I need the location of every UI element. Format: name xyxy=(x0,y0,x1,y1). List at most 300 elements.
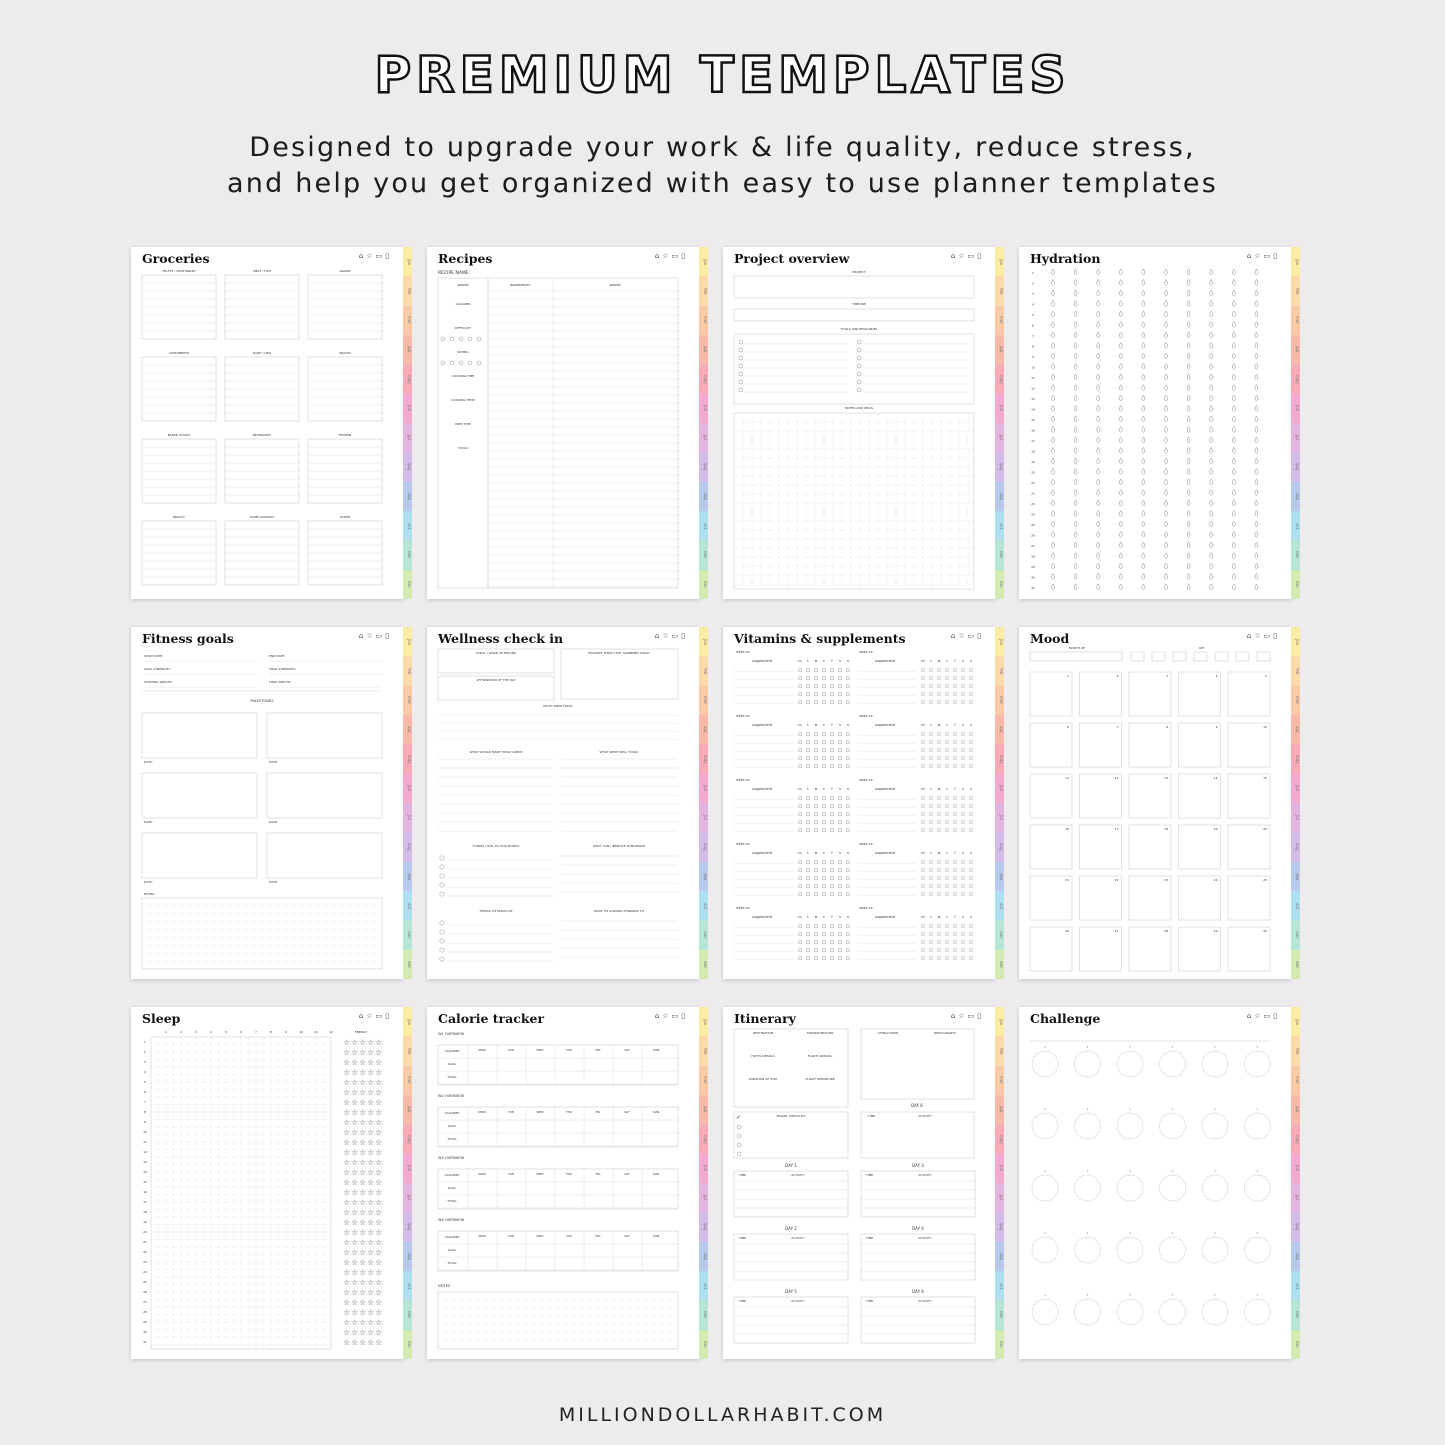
dose-circle[interactable] xyxy=(953,668,957,672)
checkbox-circle[interactable] xyxy=(739,380,743,384)
water-drop-icon[interactable] xyxy=(1074,301,1077,307)
star-rating-icon[interactable]: ☆ xyxy=(375,1108,383,1117)
dose-circle[interactable] xyxy=(929,796,933,800)
month-tab-sep[interactable]: sep xyxy=(699,1242,708,1271)
star-rating-icon[interactable]: ☆ xyxy=(375,1088,383,1097)
water-drop-icon[interactable] xyxy=(1119,500,1122,506)
water-drop-icon[interactable] xyxy=(1119,311,1122,317)
water-drop-icon[interactable] xyxy=(1255,479,1258,485)
dose-circle[interactable] xyxy=(961,860,965,864)
dose-circle[interactable] xyxy=(961,804,965,808)
month-tab-dec[interactable]: dec xyxy=(699,950,708,979)
month-tab-nov[interactable]: nov xyxy=(995,540,1004,569)
water-drop-icon[interactable] xyxy=(1255,395,1258,401)
star-rating-icon[interactable]: ☆ xyxy=(359,1038,367,1047)
water-drop-icon[interactable] xyxy=(1052,542,1055,548)
dose-circle[interactable] xyxy=(969,860,973,864)
water-drop-icon[interactable] xyxy=(1232,311,1235,317)
rating-circle[interactable] xyxy=(459,361,463,365)
month-tab-jun[interactable]: jun xyxy=(1291,1154,1300,1183)
dose-circle[interactable] xyxy=(806,796,810,800)
month-tab-mar[interactable]: mar xyxy=(699,306,708,335)
template-card-challenge[interactable] xyxy=(1019,1007,1300,1359)
month-tab-may[interactable]: may xyxy=(699,744,708,773)
water-drop-icon[interactable] xyxy=(1052,511,1055,517)
star-rating-icon[interactable]: ☆ xyxy=(343,1168,351,1177)
dose-circle[interactable] xyxy=(945,740,949,744)
dose-circle[interactable] xyxy=(806,676,810,680)
star-rating-icon[interactable]: ☆ xyxy=(351,1078,359,1087)
dose-circle[interactable] xyxy=(961,732,965,736)
month-tab-sep[interactable]: sep xyxy=(995,1242,1004,1271)
dose-circle[interactable] xyxy=(846,756,850,760)
star-rating-icon[interactable]: ☆ xyxy=(367,1298,375,1307)
calendar-icon[interactable]: ▭ xyxy=(671,252,679,260)
water-drop-icon[interactable] xyxy=(1142,448,1145,454)
challenge-day-circle[interactable] xyxy=(1032,1051,1058,1077)
star-rating-icon[interactable]: ☆ xyxy=(351,1058,359,1067)
star-rating-icon[interactable]: ☆ xyxy=(343,1248,351,1257)
water-drop-icon[interactable] xyxy=(1232,553,1235,559)
month-tab-sep[interactable]: sep xyxy=(403,482,412,511)
dose-circle[interactable] xyxy=(838,732,842,736)
star-rating-icon[interactable]: ☆ xyxy=(367,1158,375,1167)
dose-circle[interactable] xyxy=(806,924,810,928)
calendar-icon[interactable]: ▭ xyxy=(1263,252,1271,260)
dose-circle[interactable] xyxy=(798,796,802,800)
dose-circle[interactable] xyxy=(921,676,925,680)
star-rating-icon[interactable]: ☆ xyxy=(351,1158,359,1167)
dose-circle[interactable] xyxy=(929,868,933,872)
water-drop-icon[interactable] xyxy=(1074,406,1077,412)
dose-circle[interactable] xyxy=(830,804,834,808)
star-rating-icon[interactable]: ☆ xyxy=(367,1098,375,1107)
water-drop-icon[interactable] xyxy=(1165,500,1168,506)
month-tab-nov[interactable]: nov xyxy=(403,1300,412,1329)
water-drop-icon[interactable] xyxy=(1187,374,1190,380)
dose-circle[interactable] xyxy=(838,884,842,888)
star-rating-icon[interactable]: ☆ xyxy=(367,1188,375,1197)
water-drop-icon[interactable] xyxy=(1165,301,1168,307)
challenge-day-circle[interactable] xyxy=(1160,1175,1186,1201)
water-drop-icon[interactable] xyxy=(1074,311,1077,317)
month-tab-jul[interactable]: jul xyxy=(403,1183,412,1212)
month-tab-nov[interactable]: nov xyxy=(699,540,708,569)
challenge-day-circle[interactable] xyxy=(1160,1051,1186,1077)
dose-circle[interactable] xyxy=(945,956,949,960)
month-tab-may[interactable]: may xyxy=(1291,364,1300,393)
dose-circle[interactable] xyxy=(822,804,826,808)
water-drop-icon[interactable] xyxy=(1119,280,1122,286)
water-drop-icon[interactable] xyxy=(1187,563,1190,569)
dose-circle[interactable] xyxy=(806,700,810,704)
star-rating-icon[interactable]: ☆ xyxy=(343,1218,351,1227)
month-tab-aug[interactable]: aug xyxy=(699,832,708,861)
star-rating-icon[interactable]: ☆ xyxy=(359,1088,367,1097)
water-drop-icon[interactable] xyxy=(1187,269,1190,275)
dose-circle[interactable] xyxy=(814,828,818,832)
month-tab-mar[interactable]: mar xyxy=(995,686,1004,715)
water-drop-icon[interactable] xyxy=(1097,532,1100,538)
month-tab-nov[interactable]: nov xyxy=(1291,920,1300,949)
month-tab-nov[interactable]: nov xyxy=(403,920,412,949)
month-tab-apr[interactable]: apr xyxy=(699,335,708,364)
dose-circle[interactable] xyxy=(806,860,810,864)
star-rating-icon[interactable]: ☆ xyxy=(375,1118,383,1127)
star-rating-icon[interactable]: ☆ xyxy=(351,1118,359,1127)
checkbox-circle[interactable] xyxy=(739,356,743,360)
dose-circle[interactable] xyxy=(846,884,850,888)
dose-circle[interactable] xyxy=(838,876,842,880)
water-drop-icon[interactable] xyxy=(1232,542,1235,548)
water-drop-icon[interactable] xyxy=(1232,469,1235,475)
dose-circle[interactable] xyxy=(945,892,949,896)
dose-circle[interactable] xyxy=(969,700,973,704)
month-tab-jun[interactable]: jun xyxy=(699,774,708,803)
water-drop-icon[interactable] xyxy=(1119,469,1122,475)
water-drop-icon[interactable] xyxy=(1052,584,1055,590)
month-tab-sep[interactable]: sep xyxy=(995,482,1004,511)
dose-circle[interactable] xyxy=(969,812,973,816)
challenge-day-circle[interactable] xyxy=(1117,1051,1143,1077)
dose-circle[interactable] xyxy=(846,748,850,752)
water-drop-icon[interactable] xyxy=(1187,448,1190,454)
month-tab-may[interactable]: may xyxy=(995,364,1004,393)
dose-circle[interactable] xyxy=(945,692,949,696)
dose-circle[interactable] xyxy=(830,812,834,816)
dose-circle[interactable] xyxy=(806,820,810,824)
checkbox-circle[interactable] xyxy=(440,892,444,896)
water-drop-icon[interactable] xyxy=(1052,290,1055,296)
star-rating-icon[interactable]: ☆ xyxy=(367,1208,375,1217)
dose-circle[interactable] xyxy=(822,868,826,872)
star-rating-icon[interactable]: ☆ xyxy=(367,1168,375,1177)
star-rating-icon[interactable]: ☆ xyxy=(351,1188,359,1197)
dose-circle[interactable] xyxy=(921,884,925,888)
water-drop-icon[interactable] xyxy=(1255,437,1258,443)
water-drop-icon[interactable] xyxy=(1052,416,1055,422)
star-rating-icon[interactable]: ☆ xyxy=(359,1228,367,1237)
star-rating-icon[interactable]: ☆ xyxy=(351,1108,359,1117)
water-drop-icon[interactable] xyxy=(1232,458,1235,464)
water-drop-icon[interactable] xyxy=(1187,311,1190,317)
month-tab-jun[interactable]: jun xyxy=(699,394,708,423)
month-tab-aug[interactable]: aug xyxy=(995,832,1004,861)
dose-circle[interactable] xyxy=(838,740,842,744)
water-drop-icon[interactable] xyxy=(1255,553,1258,559)
month-tab-jul[interactable]: jul xyxy=(995,423,1004,452)
dose-circle[interactable] xyxy=(937,932,941,936)
month-tab-may[interactable]: may xyxy=(1291,1124,1300,1153)
water-drop-icon[interactable] xyxy=(1210,479,1213,485)
dose-circle[interactable] xyxy=(929,948,933,952)
star-rating-icon[interactable]: ☆ xyxy=(343,1228,351,1237)
dose-circle[interactable] xyxy=(846,692,850,696)
dose-circle[interactable] xyxy=(929,812,933,816)
checkbox-circle[interactable] xyxy=(440,957,444,961)
dose-circle[interactable] xyxy=(961,756,965,760)
calendar-icon[interactable]: ▭ xyxy=(671,632,679,640)
dose-circle[interactable] xyxy=(921,924,925,928)
challenge-day-circle[interactable] xyxy=(1202,1175,1228,1201)
water-drop-icon[interactable] xyxy=(1232,563,1235,569)
water-drop-icon[interactable] xyxy=(1232,374,1235,380)
water-drop-icon[interactable] xyxy=(1187,458,1190,464)
water-drop-icon[interactable] xyxy=(1119,343,1122,349)
month-tab-dec[interactable]: dec xyxy=(403,570,412,599)
star-rating-icon[interactable]: ☆ xyxy=(359,1188,367,1197)
month-tab-mar[interactable]: mar xyxy=(699,1066,708,1095)
water-drop-icon[interactable] xyxy=(1187,416,1190,422)
dose-circle[interactable] xyxy=(830,948,834,952)
dose-circle[interactable] xyxy=(806,804,810,808)
dose-circle[interactable] xyxy=(929,676,933,680)
water-drop-icon[interactable] xyxy=(1232,427,1235,433)
water-drop-icon[interactable] xyxy=(1165,364,1168,370)
template-card-recipes[interactable] xyxy=(427,247,708,599)
water-drop-icon[interactable] xyxy=(1232,416,1235,422)
star-rating-icon[interactable]: ☆ xyxy=(367,1088,375,1097)
dose-circle[interactable] xyxy=(969,892,973,896)
water-drop-icon[interactable] xyxy=(1210,406,1213,412)
dose-circle[interactable] xyxy=(937,700,941,704)
water-drop-icon[interactable] xyxy=(1074,458,1077,464)
month-tab-feb[interactable]: feb xyxy=(1291,656,1300,685)
water-drop-icon[interactable] xyxy=(1255,500,1258,506)
dose-circle[interactable] xyxy=(846,876,850,880)
water-drop-icon[interactable] xyxy=(1074,364,1077,370)
water-drop-icon[interactable] xyxy=(1187,395,1190,401)
water-drop-icon[interactable] xyxy=(1052,322,1055,328)
water-drop-icon[interactable] xyxy=(1232,532,1235,538)
month-tab-oct[interactable]: oct xyxy=(699,511,708,540)
month-tab-nov[interactable]: nov xyxy=(403,540,412,569)
dose-circle[interactable] xyxy=(937,868,941,872)
checkbox-circle[interactable] xyxy=(857,372,861,376)
water-drop-icon[interactable] xyxy=(1052,311,1055,317)
month-tab-jan[interactable]: jan xyxy=(403,1007,412,1036)
dose-circle[interactable] xyxy=(806,940,810,944)
star-rating-icon[interactable]: ☆ xyxy=(375,1268,383,1277)
month-tab-dec[interactable]: dec xyxy=(403,1330,412,1359)
dose-circle[interactable] xyxy=(953,732,957,736)
checkbox-circle[interactable] xyxy=(440,921,444,925)
water-drop-icon[interactable] xyxy=(1165,542,1168,548)
water-drop-icon[interactable] xyxy=(1074,343,1077,349)
water-drop-icon[interactable] xyxy=(1187,490,1190,496)
star-rating-icon[interactable]: ☆ xyxy=(375,1048,383,1057)
water-drop-icon[interactable] xyxy=(1187,469,1190,475)
dose-circle[interactable] xyxy=(806,668,810,672)
dose-circle[interactable] xyxy=(937,956,941,960)
home-icon[interactable]: ⌂ xyxy=(950,252,956,260)
water-drop-icon[interactable] xyxy=(1255,521,1258,527)
star-rating-icon[interactable]: ☆ xyxy=(375,1208,383,1217)
water-drop-icon[interactable] xyxy=(1210,343,1213,349)
water-drop-icon[interactable] xyxy=(1119,269,1122,275)
dose-circle[interactable] xyxy=(806,828,810,832)
star-icon[interactable]: ☆ xyxy=(662,252,669,260)
dose-circle[interactable] xyxy=(822,700,826,704)
month-tab-may[interactable]: may xyxy=(995,744,1004,773)
month-tab-jan[interactable]: jan xyxy=(403,247,412,276)
month-tab-jul[interactable]: jul xyxy=(699,803,708,832)
dose-circle[interactable] xyxy=(921,876,925,880)
water-drop-icon[interactable] xyxy=(1142,406,1145,412)
star-rating-icon[interactable]: ☆ xyxy=(359,1308,367,1317)
dose-circle[interactable] xyxy=(937,804,941,808)
water-drop-icon[interactable] xyxy=(1232,448,1235,454)
dose-circle[interactable] xyxy=(961,868,965,872)
month-tab-mar[interactable]: mar xyxy=(995,1066,1004,1095)
checkbox-circle[interactable] xyxy=(737,1134,741,1138)
dose-circle[interactable] xyxy=(945,948,949,952)
month-tab-jun[interactable]: jun xyxy=(403,1154,412,1183)
dose-circle[interactable] xyxy=(830,828,834,832)
star-rating-icon[interactable]: ☆ xyxy=(343,1128,351,1137)
water-drop-icon[interactable] xyxy=(1119,511,1122,517)
month-tab-nov[interactable]: nov xyxy=(699,1300,708,1329)
water-drop-icon[interactable] xyxy=(1119,395,1122,401)
dose-circle[interactable] xyxy=(822,676,826,680)
month-tab-jun[interactable]: jun xyxy=(403,774,412,803)
month-tab-feb[interactable]: feb xyxy=(1291,276,1300,305)
dose-circle[interactable] xyxy=(953,884,957,888)
dose-circle[interactable] xyxy=(798,692,802,696)
challenge-day-circle[interactable] xyxy=(1117,1299,1143,1325)
month-tab-dec[interactable]: dec xyxy=(1291,1330,1300,1359)
water-drop-icon[interactable] xyxy=(1119,427,1122,433)
dose-circle[interactable] xyxy=(921,764,925,768)
dose-circle[interactable] xyxy=(838,748,842,752)
dose-circle[interactable] xyxy=(846,740,850,744)
month-tab-feb[interactable]: feb xyxy=(1291,1036,1300,1065)
star-rating-icon[interactable]: ☆ xyxy=(375,1188,383,1197)
dose-circle[interactable] xyxy=(937,820,941,824)
dose-circle[interactable] xyxy=(953,812,957,816)
month-tab-may[interactable]: may xyxy=(403,744,412,773)
water-drop-icon[interactable] xyxy=(1119,542,1122,548)
dose-circle[interactable] xyxy=(830,796,834,800)
water-drop-icon[interactable] xyxy=(1119,490,1122,496)
calendar-icon[interactable]: ▭ xyxy=(1263,632,1271,640)
star-rating-icon[interactable]: ☆ xyxy=(359,1208,367,1217)
dose-circle[interactable] xyxy=(822,932,826,936)
water-drop-icon[interactable] xyxy=(1187,406,1190,412)
dose-circle[interactable] xyxy=(806,764,810,768)
month-tab-jul[interactable]: jul xyxy=(1291,803,1300,832)
water-drop-icon[interactable] xyxy=(1165,490,1168,496)
water-drop-icon[interactable] xyxy=(1232,584,1235,590)
dose-circle[interactable] xyxy=(937,892,941,896)
bookmark-icon[interactable]: ▯ xyxy=(681,632,685,640)
water-drop-icon[interactable] xyxy=(1142,500,1145,506)
dose-circle[interactable] xyxy=(961,740,965,744)
month-tab-apr[interactable]: apr xyxy=(995,335,1004,364)
star-rating-icon[interactable]: ☆ xyxy=(343,1038,351,1047)
dose-circle[interactable] xyxy=(806,740,810,744)
water-drop-icon[interactable] xyxy=(1165,437,1168,443)
dose-circle[interactable] xyxy=(830,700,834,704)
month-tab-jun[interactable]: jun xyxy=(1291,394,1300,423)
dose-circle[interactable] xyxy=(814,732,818,736)
calendar-icon[interactable]: ▭ xyxy=(671,1012,679,1020)
water-drop-icon[interactable] xyxy=(1052,269,1055,275)
bookmark-icon[interactable]: ▯ xyxy=(977,1012,981,1020)
challenge-day-circle[interactable] xyxy=(1245,1299,1271,1325)
dose-circle[interactable] xyxy=(846,676,850,680)
dose-circle[interactable] xyxy=(822,692,826,696)
water-drop-icon[interactable] xyxy=(1097,290,1100,296)
water-drop-icon[interactable] xyxy=(1210,584,1213,590)
star-rating-icon[interactable]: ☆ xyxy=(351,1228,359,1237)
home-icon[interactable]: ⌂ xyxy=(654,252,660,260)
dose-circle[interactable] xyxy=(814,860,818,864)
dose-circle[interactable] xyxy=(969,940,973,944)
star-rating-icon[interactable]: ☆ xyxy=(351,1198,359,1207)
dose-circle[interactable] xyxy=(806,892,810,896)
dose-circle[interactable] xyxy=(846,924,850,928)
month-tab-apr[interactable]: apr xyxy=(1291,335,1300,364)
star-rating-icon[interactable]: ☆ xyxy=(359,1068,367,1077)
month-tab-feb[interactable]: feb xyxy=(699,656,708,685)
star-rating-icon[interactable]: ☆ xyxy=(375,1298,383,1307)
month-tab-sep[interactable]: sep xyxy=(403,1242,412,1271)
month-tab-jan[interactable]: jan xyxy=(699,247,708,276)
dose-circle[interactable] xyxy=(953,756,957,760)
water-drop-icon[interactable] xyxy=(1097,574,1100,580)
water-drop-icon[interactable] xyxy=(1255,584,1258,590)
dose-circle[interactable] xyxy=(945,860,949,864)
star-rating-icon[interactable]: ☆ xyxy=(375,1068,383,1077)
month-tab-dec[interactable]: dec xyxy=(699,570,708,599)
dose-circle[interactable] xyxy=(822,892,826,896)
star-rating-icon[interactable]: ☆ xyxy=(375,1248,383,1257)
month-tab-sep[interactable]: sep xyxy=(1291,862,1300,891)
challenge-day-circle[interactable] xyxy=(1202,1299,1228,1325)
star-rating-icon[interactable]: ☆ xyxy=(375,1058,383,1067)
water-drop-icon[interactable] xyxy=(1165,521,1168,527)
star-rating-icon[interactable]: ☆ xyxy=(359,1298,367,1307)
star-icon[interactable]: ☆ xyxy=(958,632,965,640)
dose-circle[interactable] xyxy=(953,956,957,960)
star-rating-icon[interactable]: ☆ xyxy=(359,1058,367,1067)
dose-circle[interactable] xyxy=(838,684,842,688)
water-drop-icon[interactable] xyxy=(1165,332,1168,338)
calendar-icon[interactable]: ▭ xyxy=(967,252,975,260)
month-tab-feb[interactable]: feb xyxy=(995,276,1004,305)
dose-circle[interactable] xyxy=(945,668,949,672)
dose-circle[interactable] xyxy=(961,876,965,880)
star-rating-icon[interactable]: ☆ xyxy=(367,1178,375,1187)
template-card-groceries[interactable] xyxy=(131,247,412,599)
month-tab-jan[interactable]: jan xyxy=(403,627,412,656)
water-drop-icon[interactable] xyxy=(1165,280,1168,286)
star-rating-icon[interactable]: ☆ xyxy=(351,1098,359,1107)
water-drop-icon[interactable] xyxy=(1210,395,1213,401)
dose-circle[interactable] xyxy=(961,820,965,824)
challenge-day-circle[interactable] xyxy=(1202,1237,1228,1263)
water-drop-icon[interactable] xyxy=(1210,563,1213,569)
water-drop-icon[interactable] xyxy=(1052,448,1055,454)
bookmark-icon[interactable]: ▯ xyxy=(977,632,981,640)
star-rating-icon[interactable]: ☆ xyxy=(375,1198,383,1207)
challenge-day-circle[interactable] xyxy=(1032,1113,1058,1139)
dose-circle[interactable] xyxy=(953,684,957,688)
dose-circle[interactable] xyxy=(798,924,802,928)
star-rating-icon[interactable]: ☆ xyxy=(367,1248,375,1257)
dose-circle[interactable] xyxy=(953,764,957,768)
